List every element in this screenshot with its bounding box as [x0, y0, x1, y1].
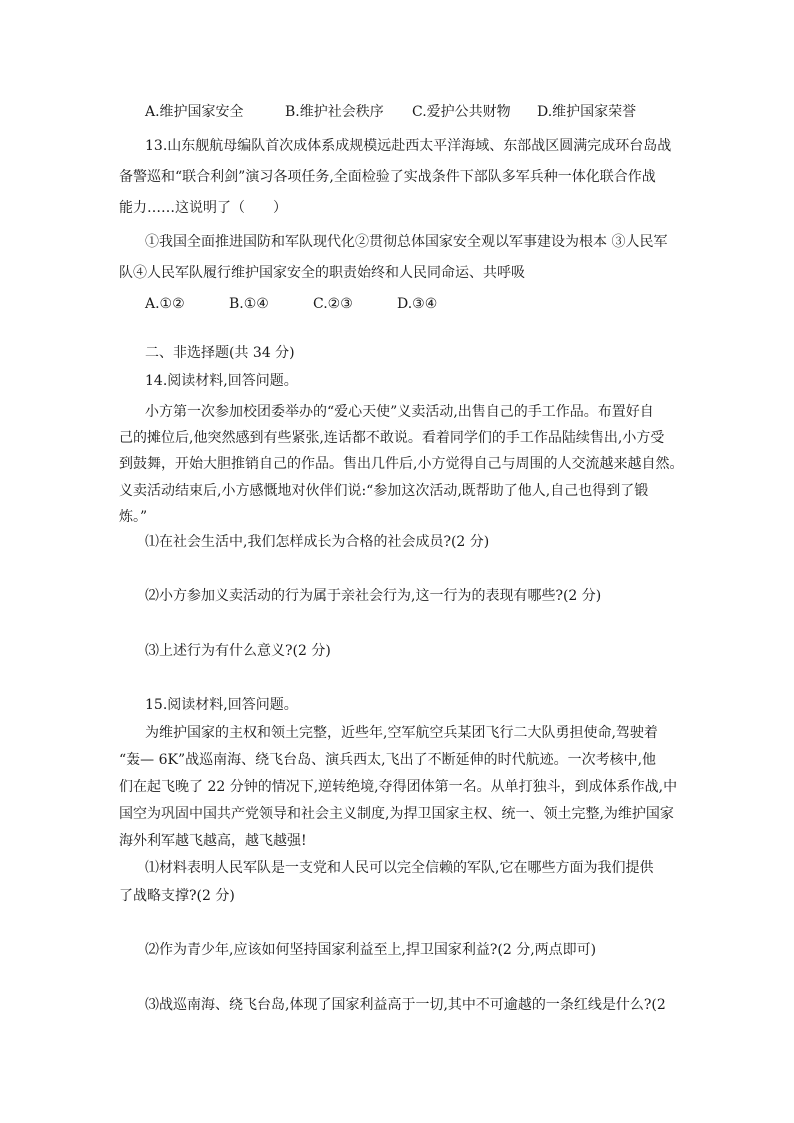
q14-material-line-2: 己的摊位后,他突然感到有些紧张,连话都不敢说。看着同学们的手工作品陆续售出,小方受 — [119, 430, 665, 446]
q13-statement-line-2: 队④人民军队履行维护国家安全的职责始终和人民同命运、共呼吸 — [119, 265, 525, 281]
q15-material-line-3: 们在起飞晚了 22 分钟的情况下,逆转绝境,夺得团体第一名。从单打独斗，到成体系作战,中 — [119, 779, 678, 795]
q14-sub-1: ⑴在社会生活中,我们怎样成长为合格的社会成员?(2 分) — [145, 534, 490, 550]
q15-sub-1-line-1: ⑴材料表明人民军队是一支党和人民可以完全信赖的军队,它在哪些方面为我们提供 — [145, 860, 654, 876]
q15-head: 15.阅读材料,回答问题。 — [145, 697, 298, 713]
q13-statement-line-1: ①我国全面推进国防和军队现代化②贯彻总体国家安全观以军事建设为根本 ③人民军 — [145, 234, 668, 250]
q15-sub-2: ⑵作为青少年,应该如何坚持国家利益至上,捍卫国家利益?(2 分,两点即可) — [145, 942, 597, 958]
q13-option-c: C.②③ — [313, 296, 353, 312]
q14-sub-3: ⑶上述行为有什么意义?(2 分) — [145, 643, 331, 659]
q13-stem-line-2: 备警巡和“联合利剑”演习各项任务,全面检验了实战条件下部队多军兵种一体化联合作战 — [119, 169, 656, 185]
q13-options — [145, 294, 437, 314]
q13-option-a: A.①② — [145, 296, 185, 312]
q14-head: 14.阅读材料,回答问题。 — [145, 373, 298, 389]
q14-material-line-1: 小方第一次参加校团委举办的“爱心天使”义卖活动,出售自己的手工作品。布置好自 — [145, 404, 654, 420]
q12-option-d: D.维护国家荣誉 — [537, 104, 637, 120]
q15-material-line-1: 为维护国家的主权和领土完整，近些年,空军航空兵某团飞行二大队勇担使命,驾驶着 — [145, 725, 658, 741]
q15-material-line-5: 海外利军越飞越高，越飞越强! — [119, 833, 307, 849]
q12-option-c: C.爱护公共财物 — [412, 104, 511, 120]
q13-stem-line-3: 能力……这说明了（ ） — [119, 200, 287, 216]
q13-option-b: B.①④ — [229, 296, 269, 312]
q13-stem-line-1: 13.山东舰航母编队首次成体系成规模远赴西太平洋海域、东部战区圆满完成环台岛战 — [145, 138, 672, 154]
q15-material-line-4: 国空为巩固中国共产党领导和社会主义制度,为捍卫国家主权、统一、领土完整,为维护国家 — [119, 806, 674, 822]
q12-option-b: B.维护社会秩序 — [285, 104, 384, 120]
q14-material-line-3: 到鼓舞，开始大胆推销自己的作品。售出几件后,小方觉得自己与周围的人交流越来越自然。 — [119, 456, 684, 472]
q12-option-a: A.维护国家安全 — [145, 104, 244, 120]
q14-material-line-4: 义卖活动结束后,小方感慨地对伙伴们说:“参加这次活动,既帮助了他人,自己也得到了锻 — [119, 483, 649, 499]
section-2-title: 二、非选择题(共 34 分) — [145, 345, 295, 361]
q15-sub-1-line-2: 了战略支撑?(2 分) — [119, 888, 235, 904]
q13-option-d: D.③④ — [397, 296, 438, 312]
q14-sub-2: ⑵小方参加义卖活动的行为属于亲社会行为,这一行为的表现有哪些?(2 分) — [145, 588, 602, 604]
q14-material-line-5: 炼。” — [119, 509, 148, 525]
q15-sub-3: ⑶战巡南海、绕飞台岛,体现了国家利益高于一切,其中不可逾越的一条红线是什么?(2 — [145, 997, 666, 1013]
q15-material-line-2: “轰— 6K”战巡南海、绕飞台岛、演兵西太,飞出了不断延伸的时代航迹。一次考核中,他 — [119, 752, 657, 768]
q12-options — [145, 102, 636, 122]
